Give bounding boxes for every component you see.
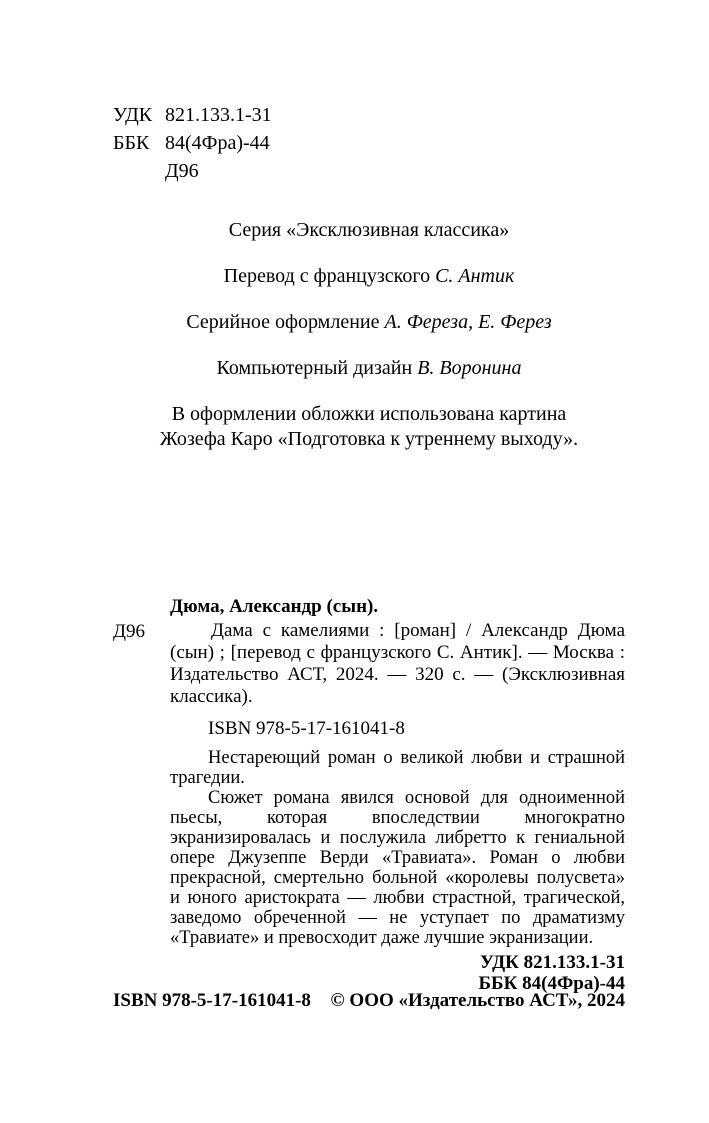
cip-codes-right xyxy=(113,952,625,994)
cover-note-line-1: В оформлении обложки использована картина xyxy=(171,403,567,425)
series-design-prefix: Серийное оформление xyxy=(186,311,380,333)
annotation-paragraph-2: Сюжет романа явился основой для одноименной пьесы, которая впоследствии многократно экранизировалась и послужила либретто к гениальной опере Джузеппе Верди «Травиата». Роман о любви прекрасной, смертельно больной «королевы полусвета» и юного аристократа — любви страстной, трагической, заведомо обреченной — не уступает по драматизму «Травиате» и превосходит даже лучшие экранизации. xyxy=(170,788,625,948)
translator-name: С. Антик xyxy=(435,265,515,287)
footer-copyright: © ООО «Издательство АСТ», 2024 xyxy=(330,990,625,1011)
cip-block xyxy=(113,596,625,994)
udk-value: 821.133.1-31 xyxy=(165,104,272,126)
translation-line xyxy=(113,264,625,289)
footer-isbn: ISBN 978-5-17-161041-8 xyxy=(113,990,311,1011)
edition-info-block xyxy=(113,218,625,452)
cover-note-line-2: Жозефа Каро «Подготовка к утреннему выходу». xyxy=(159,428,579,450)
annotation-paragraph-1: Нестареющий роман о великой любви и страшной трагедии. xyxy=(170,748,625,788)
cip-bbk-line: ББК 84(4Фра)-44 xyxy=(478,973,625,994)
cip-author-heading: Дюма, Александр (сын). xyxy=(170,596,379,617)
computer-design-line xyxy=(113,356,625,381)
series-line: Серия «Эксклюзивная классика» xyxy=(228,219,510,241)
computer-designer-name: В. Воронина xyxy=(417,357,522,379)
udk-label: УДК xyxy=(113,104,153,126)
series-designer-names: А. Фереза, Е. Ферез xyxy=(384,311,552,333)
series-design-line xyxy=(113,310,625,335)
author-sign: Д96 xyxy=(165,160,199,182)
bbk-label: ББК xyxy=(113,132,150,154)
cip-description-row xyxy=(113,620,625,708)
imprint-line xyxy=(113,990,625,1012)
classification-block xyxy=(113,101,272,185)
translation-prefix: Перевод с французского xyxy=(223,265,431,287)
cip-author-sign: Д96 xyxy=(113,621,145,642)
cip-udk-line: УДК 821.133.1-31 xyxy=(480,952,625,973)
udk-line xyxy=(113,101,272,129)
bbk-line xyxy=(113,129,272,157)
cip-description: Дама с камелиями : [роман] / Александр Дюма (сын) ; [перевод с французского С. Антик]. — Москва : Издательство АСТ, 2024. — 320 с. — (Эксклюзивная классика). xyxy=(170,620,625,707)
bbk-value: 84(4Фра)-44 xyxy=(165,132,270,154)
author-sign-line xyxy=(113,157,272,185)
cip-isbn: ISBN 978-5-17-161041-8 xyxy=(208,718,405,739)
computer-design-prefix: Компьютерный дизайн xyxy=(216,357,413,379)
